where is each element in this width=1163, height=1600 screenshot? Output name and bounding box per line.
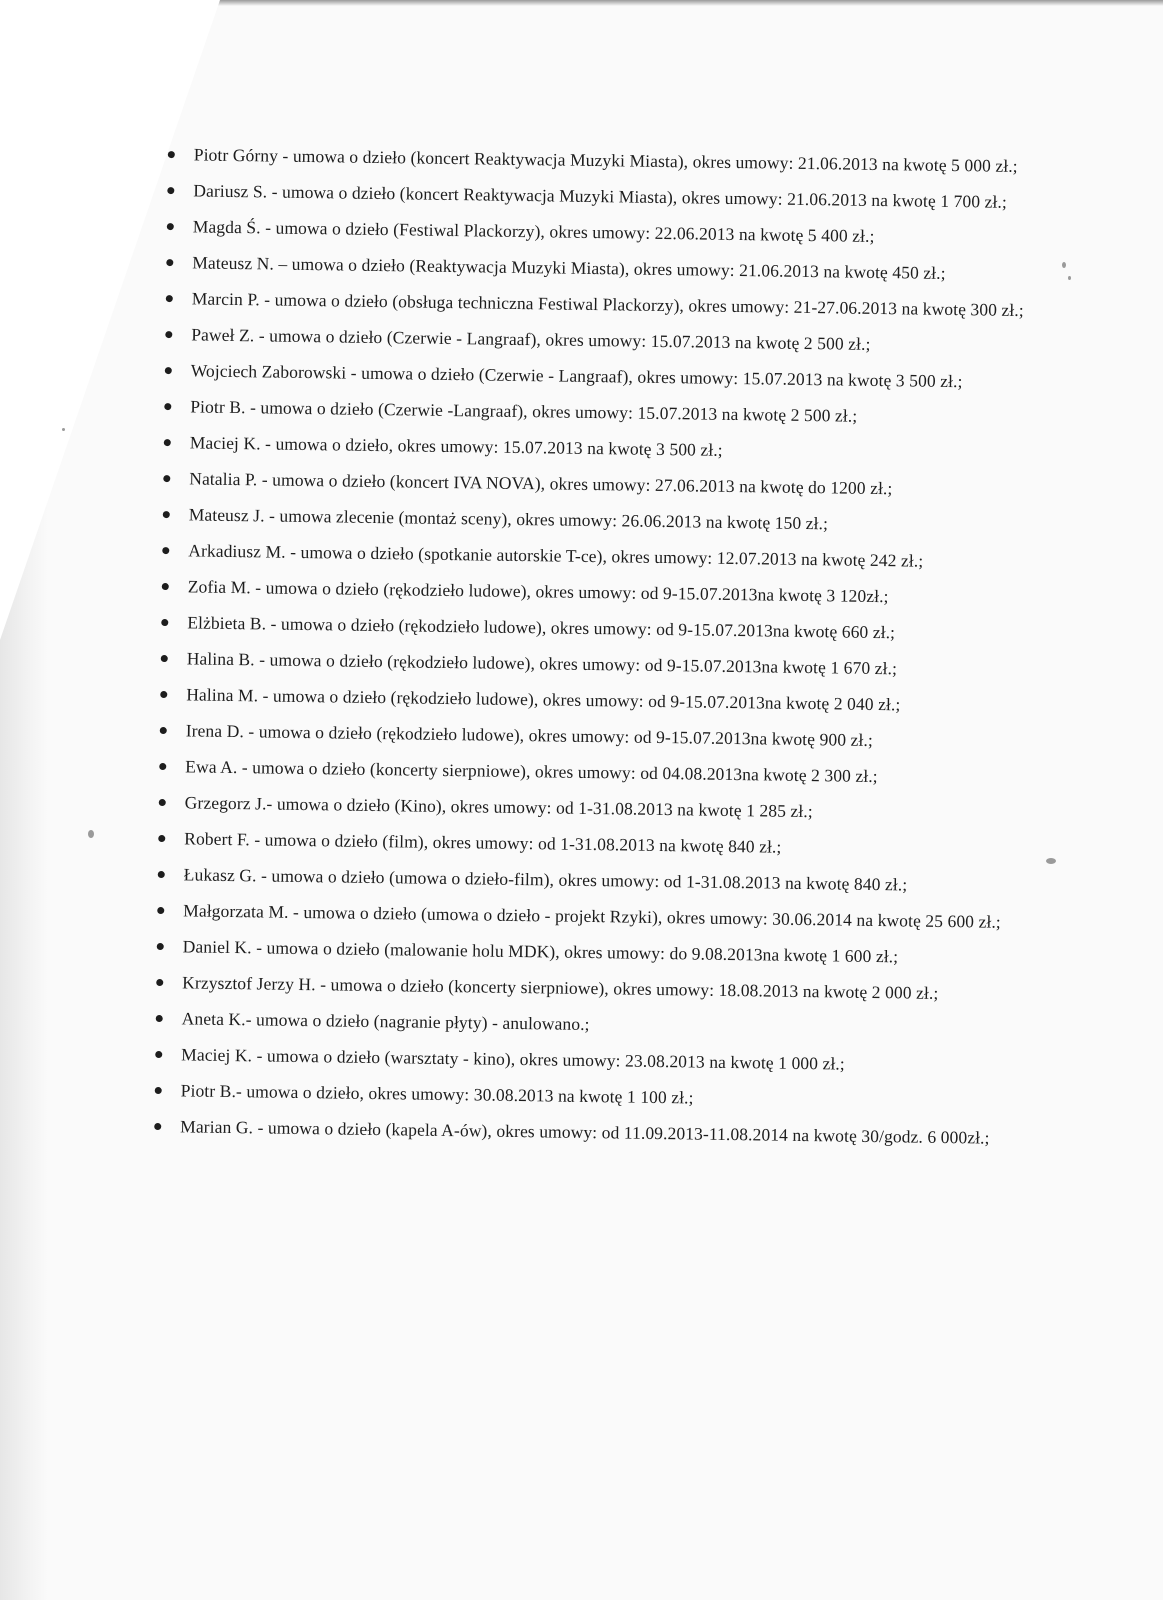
item-text: Krzysztof Jerzy H. - umowa o dzieło (koncerty sierpniowe), okres umowy: 18.08.2013 na kwotę 2 000 zł.; bbox=[182, 972, 939, 1003]
item-text: Marian G. - umowa o dzieło (kapela A-ów), okres umowy: od 11.09.2013-11.08.2014 na kwotę 30/godz. 6 000zł.; bbox=[180, 1116, 990, 1148]
bullet-icon bbox=[159, 799, 166, 806]
scan-speck bbox=[1068, 276, 1071, 280]
item-text: Marcin P. - umowa o dzieło (obsługa techniczna Festiwal Plackorzy), okres umowy: 21-27.06.2013 na kwotę 300 zł.; bbox=[191, 288, 1024, 321]
list-item bbox=[158, 537, 1024, 575]
item-text: Arkadiusz M. - umowa o dzieło (spotkanie autorskie T-ce), okres umowy: 12.07.2013 na kwotę 242 zł.; bbox=[188, 540, 924, 571]
list-item bbox=[156, 717, 1022, 755]
item-text: Daniel K. - umowa o dzieło (malowanie holu MDK), okres umowy: do 9.08.2013na kwotę 1 600 zł.; bbox=[182, 936, 899, 967]
bullet-icon bbox=[160, 727, 167, 734]
scan-speck bbox=[88, 830, 94, 838]
item-text: Małgorzata M. - umowa o dzieło (umowa o dzieło - projekt Rzyki), okres umowy: 30.06.2014 na kwotę 25 600 zł.; bbox=[183, 900, 1001, 932]
bullet-icon bbox=[159, 763, 166, 770]
list-item bbox=[154, 861, 1020, 899]
bullet-icon bbox=[166, 259, 173, 266]
list-item bbox=[162, 249, 1028, 287]
scan-speck bbox=[62, 428, 65, 431]
item-text: Piotr B. - umowa o dzieło (Czerwie -Langraaf), okres umowy: 15.07.2013 na kwotę 2 500 zł.; bbox=[190, 396, 858, 426]
scan-speck bbox=[1046, 858, 1056, 864]
list-item bbox=[160, 393, 1026, 431]
bullet-icon bbox=[161, 619, 168, 626]
list-item bbox=[156, 681, 1022, 719]
item-text: Paweł Z. - umowa o dzieło (Czerwie - Langraaf), okres umowy: 15.07.2013 na kwotę 2 500 zł.; bbox=[191, 324, 871, 354]
list-item bbox=[160, 429, 1026, 467]
list-item bbox=[153, 933, 1019, 971]
bullet-icon bbox=[161, 655, 168, 662]
item-text: Piotr B.- umowa o dzieło, okres umowy: 30.08.2013 na kwotę 1 100 zł.; bbox=[180, 1080, 694, 1108]
list-item bbox=[163, 177, 1029, 215]
list-item bbox=[153, 897, 1019, 935]
list-item bbox=[155, 753, 1021, 791]
bullet-icon bbox=[165, 367, 172, 374]
bullet-icon bbox=[162, 583, 169, 590]
bullet-icon bbox=[167, 187, 174, 194]
bullet-icon bbox=[157, 943, 164, 950]
list-item bbox=[155, 789, 1021, 827]
item-text: Maciej K. - umowa o dzieło, okres umowy: 15.07.2013 na kwotę 3 500 zł.; bbox=[189, 432, 723, 460]
list-item bbox=[157, 609, 1023, 647]
bullet-icon bbox=[157, 907, 164, 914]
bullet-icon bbox=[156, 979, 163, 986]
item-text: Łukasz G. - umowa o dzieło (umowa o dzieło-film), okres umowy: od 1-31.08.2013 na kwotę 840 zł.; bbox=[183, 864, 908, 895]
bullet-icon bbox=[162, 547, 169, 554]
contract-list bbox=[150, 141, 1030, 1161]
list-item bbox=[159, 465, 1025, 503]
item-text: Grzegorz J.- umowa o dzieło (Kino), okres umowy: od 1-31.08.2013 na kwotę 1 285 zł.; bbox=[184, 792, 813, 822]
bullet-icon bbox=[158, 835, 165, 842]
item-text: Ewa A. - umowa o dzieło (koncerty sierpniowe), okres umowy: od 04.08.2013na kwotę 2 300 zł.; bbox=[185, 756, 878, 787]
bullet-icon bbox=[154, 1123, 161, 1130]
list-item bbox=[157, 645, 1023, 683]
list-item bbox=[151, 1041, 1017, 1079]
item-text: Maciej K. - umowa o dzieło (warsztaty - kino), okres umowy: 23.08.2013 na kwotę 1 000 zł.; bbox=[181, 1044, 845, 1074]
item-text: Wojciech Zaborowski - umowa o dzieło (Czerwie - Langraaf), okres umowy: 15.07.2013 na kwotę 3 500 zł.; bbox=[190, 360, 963, 392]
bullet-icon bbox=[155, 1087, 162, 1094]
list-item bbox=[151, 1077, 1017, 1115]
page-top-edge-shadow bbox=[200, 0, 1163, 6]
bullet-icon bbox=[158, 871, 165, 878]
item-text: Dariusz S. - umowa o dzieło (koncert Reaktywacja Muzyki Miasta), okres umowy: 21.06.2013 na kwotę 1 700 zł.; bbox=[193, 180, 1008, 212]
list-item bbox=[163, 213, 1029, 251]
item-text: Elżbieta B. - umowa o dzieło (rękodzieło ludowe), okres umowy: od 9-15.07.2013na kwotę 660 zł.; bbox=[187, 612, 896, 643]
list-item bbox=[150, 1113, 1016, 1151]
list-item bbox=[161, 357, 1027, 395]
bullet-icon bbox=[155, 1051, 162, 1058]
item-text: Natalia P. - umowa o dzieło (koncert IVA NOVA), okres umowy: 27.06.2013 na kwotę do 1200 zł.; bbox=[189, 468, 893, 499]
bullet-icon bbox=[163, 475, 170, 482]
list-item bbox=[162, 285, 1028, 323]
item-text: Robert F. - umowa o dzieło (film), okres umowy: od 1-31.08.2013 na kwotę 840 zł.; bbox=[184, 828, 782, 857]
item-text: Mateusz J. - umowa zlecenie (montaż sceny), okres umowy: 26.06.2013 na kwotę 150 zł.; bbox=[188, 504, 829, 534]
item-text: Irena D. - umowa o dzieło (rękodzieło ludowe), okres umowy: od 9-15.07.2013na kwotę 900 zł.; bbox=[185, 720, 874, 750]
list-item bbox=[161, 321, 1027, 359]
list-item bbox=[164, 141, 1030, 179]
item-text: Halina M. - umowa o dzieło (rękodzieło ludowe), okres umowy: od 9-15.07.2013na kwotę 2 040 zł.; bbox=[186, 684, 901, 715]
bullet-icon bbox=[166, 295, 173, 302]
scan-speck bbox=[1062, 262, 1066, 268]
bullet-icon bbox=[163, 511, 170, 518]
list-item bbox=[159, 501, 1025, 539]
item-text: Zofia M. - umowa o dzieło (rękodzieło ludowe), okres umowy: od 9-15.07.2013na kwotę 3 120zł.; bbox=[187, 576, 889, 607]
bullet-icon bbox=[164, 403, 171, 410]
list-item bbox=[152, 969, 1018, 1007]
bullet-icon bbox=[168, 151, 175, 158]
list-item bbox=[152, 1005, 1018, 1043]
item-text: Magda Ś. - umowa o dzieło (Festiwal Plackorzy), okres umowy: 22.06.2013 na kwotę 5 400 zł.; bbox=[192, 216, 875, 246]
bullet-icon bbox=[156, 1015, 163, 1022]
bullet-icon bbox=[167, 223, 174, 230]
item-text: Piotr Górny - umowa o dzieło (koncert Reaktywacja Muzyki Miasta), okres umowy: 21.06.2013 na kwotę 5 000 zł.; bbox=[193, 144, 1018, 176]
bullet-icon bbox=[160, 691, 167, 698]
item-text: Aneta K.- umowa o dzieło (nagranie płyty) - anulowano.; bbox=[181, 1008, 590, 1035]
list-item bbox=[158, 573, 1024, 611]
list-item bbox=[154, 825, 1020, 863]
item-text: Halina B. - umowa o dzieło (rękodzieło ludowe), okres umowy: od 9-15.07.2013na kwotę 1 670 zł.; bbox=[186, 648, 898, 679]
bullet-icon bbox=[164, 439, 171, 446]
item-text: Mateusz N. – umowa o dzieło (Reaktywacja Muzyki Miasta), okres umowy: 21.06.2013 na kwotę 450 zł.; bbox=[192, 252, 946, 283]
bullet-icon bbox=[165, 331, 172, 338]
